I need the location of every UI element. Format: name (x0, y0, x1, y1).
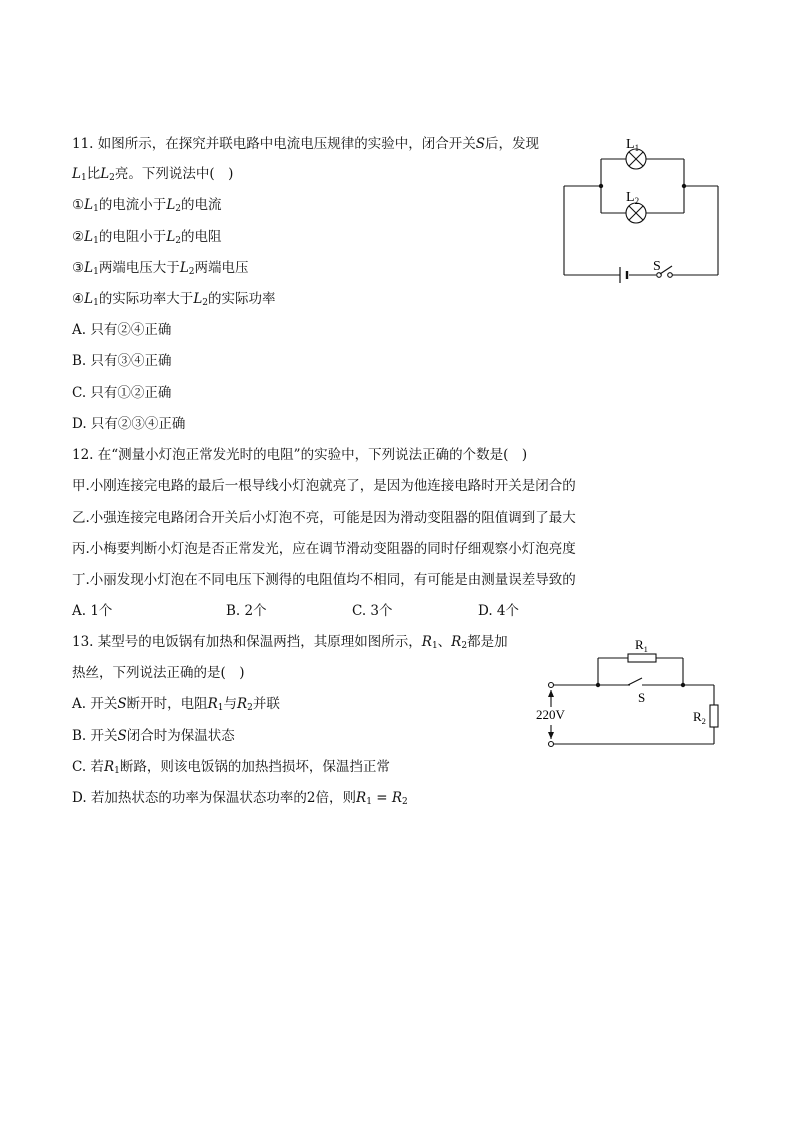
lamp-l2-icon (626, 203, 646, 223)
q11-statement-2: $②L_1$的电阻小于$L_2$的电阻 (72, 229, 222, 246)
terminal-icon (549, 742, 554, 747)
q11-option-b[interactable]: B. 只有③④正确 (72, 353, 172, 369)
arrow-up-icon (548, 690, 554, 697)
q11-stem-line1: 11. 如图所示，在探究并联电路中电流电压规律的实验中，闭合开关S后，发现 (72, 136, 540, 152)
label-l1: $L_1$ (626, 137, 640, 153)
q13-stem-line2: 热丝，下列说法正确的是( ) (72, 665, 245, 681)
q12-option-a[interactable]: A. 1个 (72, 603, 113, 619)
arrow-down-icon (548, 732, 554, 739)
q13-option-b[interactable]: B. 开关S闭合时为保温状态 (72, 728, 235, 744)
q12-stem: 12. 在“测量小灯泡正常发光时的电阻”的实验中，下列说法正确的个数是( ) (72, 447, 528, 463)
label-r2: $R_2$ (693, 709, 706, 726)
junction-dot (599, 184, 603, 188)
q11-statement-4: $④L_1$的实际功率大于$L_2$的实际功率 (72, 291, 276, 308)
q13-option-d[interactable]: D. 若加热状态的功率为保温状态功率的2倍，则$R_1 = R_2$ (72, 790, 408, 807)
q11-circuit-diagram (560, 128, 730, 283)
resistor-r1-icon (628, 654, 656, 662)
q12-statement-bing: 丙.小梅要判断小灯泡是否正常发光，应在调节滑动变阻器的同时仔细观察小灯泡亮度 (72, 541, 576, 557)
q13-option-c[interactable]: C. 若$R_1$断路，则该电饭锅的加热挡损坏，保温挡正常 (72, 759, 390, 776)
q11-stem-line2: $L_1$比$L_2$亮。下列说法中( ) (72, 166, 234, 183)
junction-dot (596, 683, 600, 687)
label-r1: $R_1$ (635, 637, 648, 654)
q11-statement-3: $③L_1$两端电压大于$L_2$两端电压 (72, 260, 249, 277)
q12-statement-ding: 丁.小丽发现小灯泡在不同电压下测得的电阻值均不相同，有可能是由测量误差导致的 (72, 572, 576, 588)
q11-option-c[interactable]: C. 只有①②正确 (72, 385, 172, 401)
q12-statement-yi: 乙.小强连接完电路闭合开关后小灯泡不亮，可能是因为滑动变阻器的阻值调到了最大 (72, 510, 576, 526)
q11-option-d[interactable]: D. 只有②③④正确 (72, 416, 186, 432)
q11-statement-1: $①L_1$的电流小于$L_2$的电流 (72, 197, 222, 214)
label-l2: $L_2$ (626, 190, 640, 206)
battery-icon (620, 267, 627, 283)
label-s: S (638, 690, 646, 705)
label-s: S (653, 259, 661, 274)
switch-s-icon (628, 678, 642, 685)
junction-dot (682, 184, 686, 188)
resistor-r2-icon (710, 705, 718, 727)
terminal-icon (549, 683, 554, 688)
q13-stem-line1: 13. 某型号的电饭锅有加热和保温两挡，其原理如图所示，$R_1$、$R_2$都是加 (72, 634, 508, 651)
label-voltage: 220V (536, 707, 565, 722)
q11-option-a[interactable]: A. 只有②④正确 (72, 322, 172, 338)
q12-statement-jia: 甲.小刚连接完电路的最后一根导线小灯泡就亮了，是因为他连接电路时开关是闭合的 (72, 478, 576, 494)
q13-option-a[interactable]: A. 开关S断开时，电阻$R_1$与$R_2$并联 (72, 696, 280, 713)
q12-option-c[interactable]: C. 3个 (352, 603, 393, 619)
q12-option-d[interactable]: D. 4个 (478, 603, 520, 619)
junction-dot (681, 683, 685, 687)
q12-option-b[interactable]: B. 2个 (226, 603, 267, 619)
q13-circuit-diagram (530, 630, 730, 755)
